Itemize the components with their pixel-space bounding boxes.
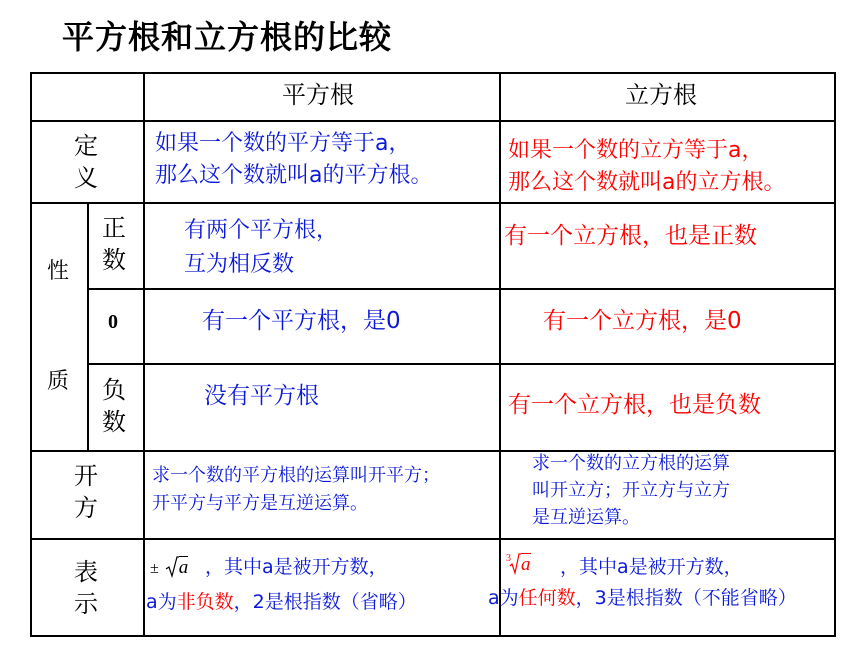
table-border-top xyxy=(30,72,836,74)
notation-square-line1: ，其中a是被开方数， xyxy=(205,556,388,578)
notation-label-char2: 示 xyxy=(74,590,98,618)
negative-label xyxy=(102,374,126,438)
col-divider-sublabel xyxy=(87,202,89,450)
table-border-left xyxy=(30,72,32,637)
zero-cube: 有一个立方根，是0 xyxy=(543,308,742,334)
negative-square: 没有平方根 xyxy=(204,383,319,409)
positive-label-char1: 正 xyxy=(102,214,126,242)
cube-radicand: a xyxy=(521,554,531,575)
extraction-square-line1: 求一个数的平方根的运算叫开平方； xyxy=(152,465,440,486)
property-label-bottom: 质 xyxy=(47,369,70,394)
col-divider-label xyxy=(143,72,145,637)
definition-square-line2: 那么这个数就叫a的平方根。 xyxy=(155,163,433,188)
cube-root-index: 3 xyxy=(506,553,511,564)
definition-cube-line2: 那么这个数就叫a的立方根。 xyxy=(508,170,786,195)
negative-label-char2: 数 xyxy=(102,408,126,436)
property-label-top: 性 xyxy=(47,259,70,284)
positive-square xyxy=(184,214,338,282)
table-border-right xyxy=(834,72,836,637)
definition-square xyxy=(155,128,432,192)
col-divider-middle xyxy=(499,72,501,637)
positive-square-line1: 有两个平方根， xyxy=(184,218,339,243)
notation-cube-line1: ，其中a是被开方数， xyxy=(560,556,743,578)
definition-label xyxy=(74,130,98,194)
header-square-root: 平方根 xyxy=(282,81,354,109)
extraction-label xyxy=(74,460,98,524)
cube-root-formula xyxy=(506,553,531,577)
header-cube-root: 立方根 xyxy=(625,81,697,109)
radical-sign-icon xyxy=(165,556,179,578)
notation-cube-any: 任何数 xyxy=(518,587,576,609)
positive-label-char2: 数 xyxy=(102,246,126,274)
page-title: 平方根和立方根的比较 xyxy=(62,18,393,56)
zero-square: 有一个平方根，是0 xyxy=(202,308,401,334)
definition-label-char1: 定 xyxy=(74,132,98,160)
extraction-square xyxy=(152,462,440,518)
extraction-cube-line1: 求一个数的立方根的运算 xyxy=(532,453,730,474)
positive-label xyxy=(102,212,126,276)
notation-cube-line2 xyxy=(488,587,797,611)
notation-square-rest: ，2是根指数（省略） xyxy=(233,591,417,613)
zero-label: 0 xyxy=(108,311,118,333)
notation-square-a: a为 xyxy=(146,591,177,613)
definition-cube-line1: 如果一个数的立方等于a， xyxy=(508,138,764,163)
extraction-label-char1: 开 xyxy=(74,462,98,490)
row-divider-header xyxy=(30,120,836,122)
extraction-label-char2: 方 xyxy=(74,494,98,522)
notation-square-line2 xyxy=(146,591,417,615)
table-border-bottom xyxy=(30,635,836,637)
positive-square-line2: 互为相反数 xyxy=(184,252,295,277)
plus-minus-sign: ± xyxy=(150,560,159,577)
notation-cube-a: a为 xyxy=(488,587,519,609)
square-root-formula xyxy=(150,556,188,580)
row-divider-positive xyxy=(87,288,836,290)
notation-square-nonneg: 非负数 xyxy=(176,591,234,613)
definition-square-line1: 如果一个数的平方等于a， xyxy=(155,131,411,156)
row-divider-extraction xyxy=(30,538,836,540)
definition-cube xyxy=(508,135,785,199)
notation-cube-rest: ，3是根指数（不能省略） xyxy=(575,587,797,609)
negative-label-char1: 负 xyxy=(102,376,126,404)
row-divider-definition xyxy=(30,202,836,204)
positive-cube: 有一个立方根，也是正数 xyxy=(504,223,757,249)
negative-cube: 有一个立方根，也是负数 xyxy=(508,392,761,418)
extraction-square-line2: 开平方与平方是互逆运算。 xyxy=(152,493,368,514)
radical-sign-icon-cube xyxy=(509,553,521,575)
notation-label xyxy=(74,556,98,620)
square-radicand: a xyxy=(178,557,189,578)
extraction-cube-line2: 叫开立方；开立方与立方 xyxy=(532,480,730,501)
definition-label-char2: 义 xyxy=(74,164,98,192)
extraction-cube-line3: 是互逆运算。 xyxy=(532,507,640,528)
row-divider-zero xyxy=(87,363,836,365)
notation-label-char1: 表 xyxy=(74,558,98,586)
extraction-cube xyxy=(532,450,730,531)
